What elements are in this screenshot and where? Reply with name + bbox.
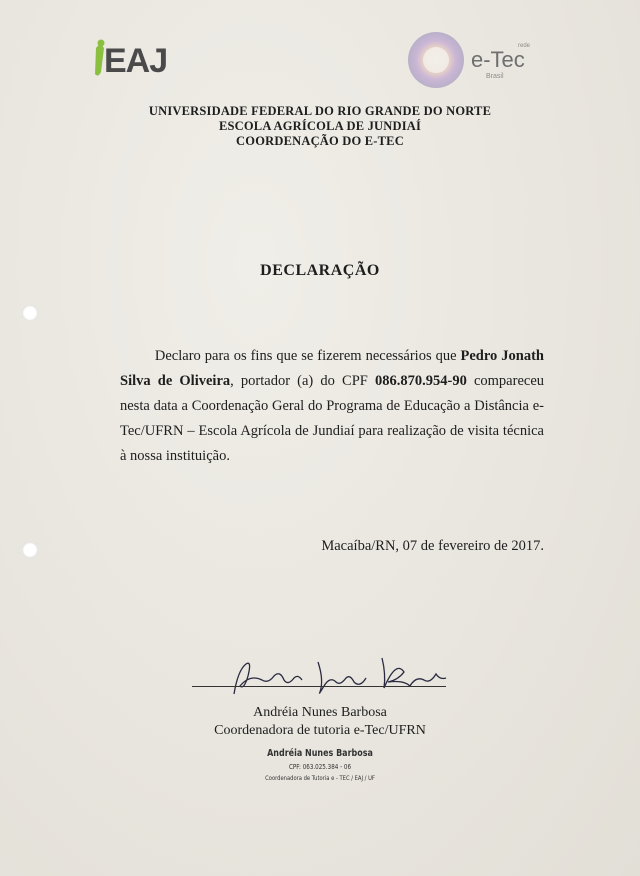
stamp-cpf: CPF: 063.025.384 - 06 xyxy=(288,763,352,771)
body-intro: Declaro para os fins que se fizerem necessários que xyxy=(154,348,461,364)
signer-block xyxy=(130,704,510,740)
punch-hole xyxy=(22,542,38,558)
document-title: DECLARAÇÃO xyxy=(260,262,380,279)
eaj-logo xyxy=(92,34,172,84)
etec-logo-text: e-Tec xyxy=(471,47,525,72)
body-mid: , portador (a) do CPF xyxy=(230,373,375,389)
student-name: Pedro Jonath Silva de Oliveira xyxy=(120,348,544,389)
place-date: Macaíba/RN, 07 de fevereiro de 2017. xyxy=(321,538,544,554)
body-rest: compareceu nesta data a Coordenação Geral do Programa de Educação a Distância e-Tec/UFRN – Escola Agrícola de Jundiaí para realização de visita técnica à nossa instituição. xyxy=(120,373,545,464)
student-cpf: 086.870.954-90 xyxy=(374,373,467,389)
stamp-role: Coordenadora de Tutoria e - TEC / EAJ / UF xyxy=(265,774,375,782)
stamp-name: Andréia Nunes Barbosa xyxy=(267,748,373,759)
etec-logo-rede: rede xyxy=(518,43,531,49)
eaj-logo-text: EAJ xyxy=(104,42,168,80)
etec-logo xyxy=(406,30,556,90)
header-school: ESCOLA AGRÍCOLA DE JUNDIAÍ xyxy=(218,119,422,133)
signer-role: Coordenadora de tutoria e-Tec/UFRN xyxy=(214,723,426,738)
signature-line xyxy=(192,686,446,687)
header-coordination: COORDENAÇÃO DO E-TEC xyxy=(236,134,404,148)
punch-hole xyxy=(22,305,38,321)
declaration-body xyxy=(120,344,544,469)
signer-name: Andréia Nunes Barbosa xyxy=(253,705,387,720)
header-university: UNIVERSIDADE FEDERAL DO RIO GRANDE DO NORTE xyxy=(148,104,492,118)
official-stamp xyxy=(230,748,410,782)
handwritten-signature xyxy=(190,650,460,700)
etec-logo-brasil: Brasil xyxy=(486,73,504,80)
institution-header xyxy=(100,104,540,149)
